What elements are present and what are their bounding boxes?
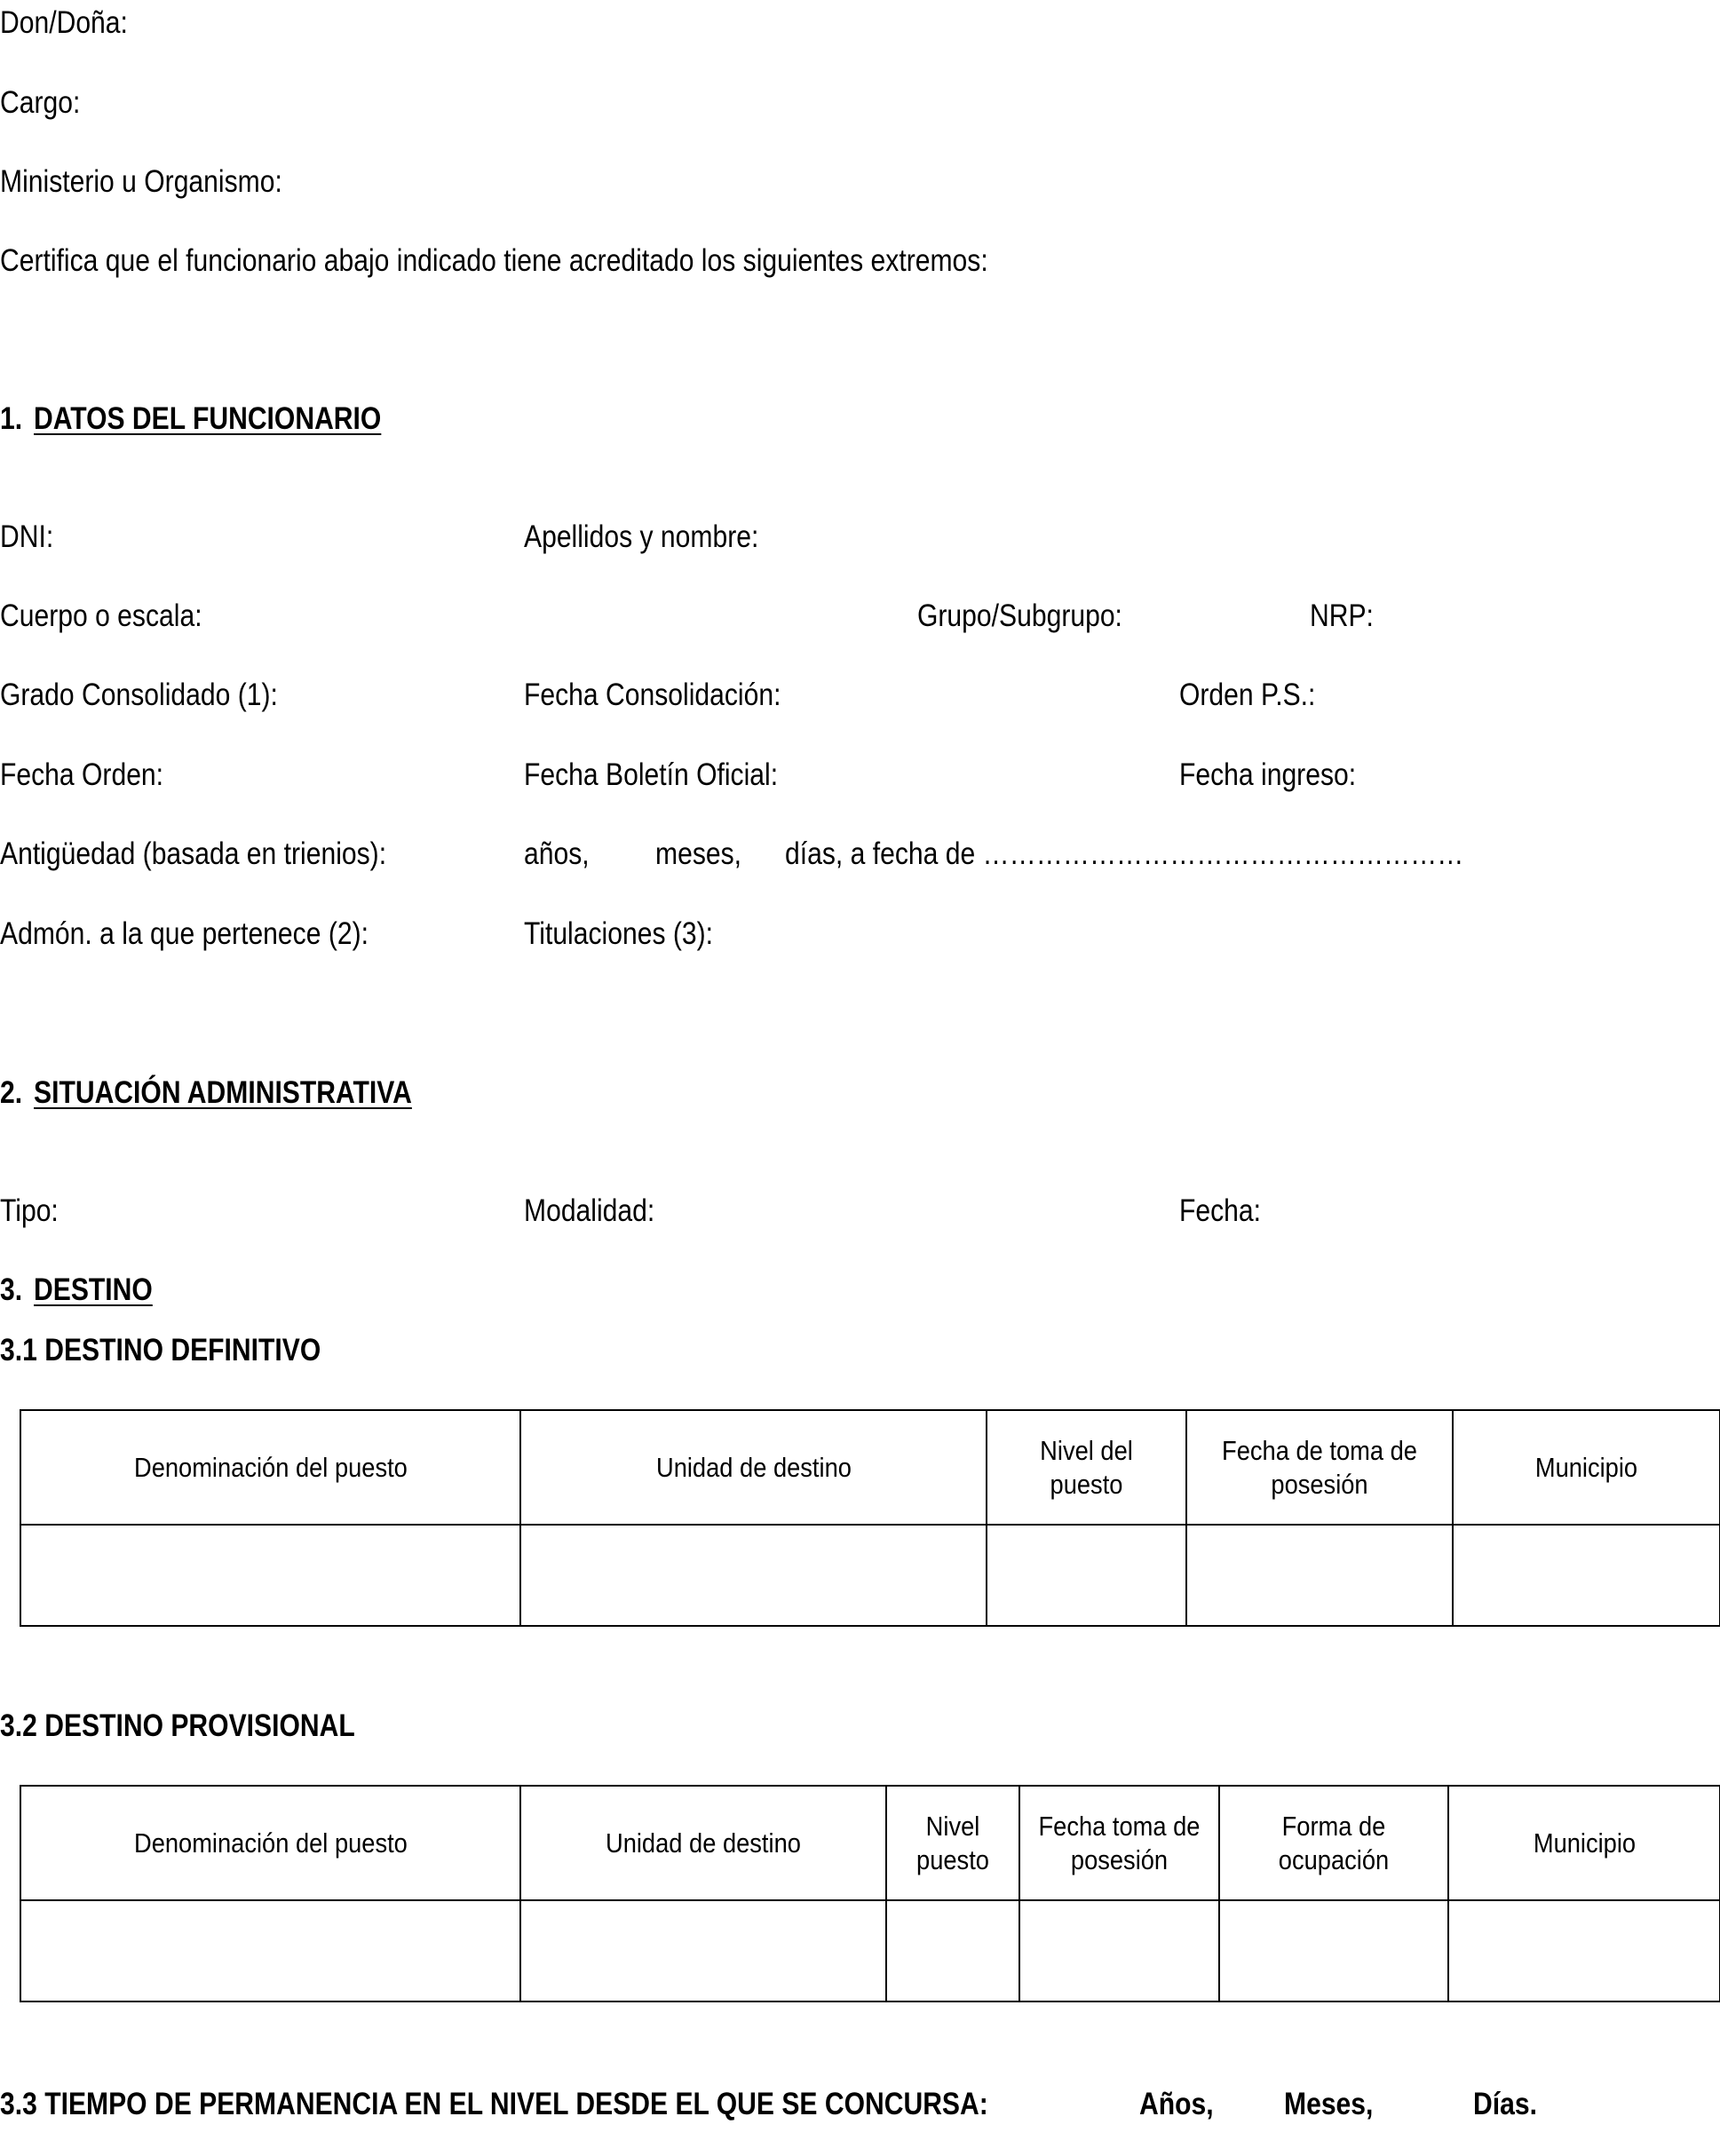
apellidos-label: Apellidos y nombre: (524, 519, 759, 554)
header-cell: Nivel puesto (886, 1786, 1019, 1900)
destino-definitivo-table (20, 1409, 1720, 1627)
antiguedad-anios: años, (524, 836, 590, 871)
header-cell: Fecha de toma de posesión (1186, 1410, 1453, 1525)
table-cell (886, 1900, 1019, 2001)
cargo-label: Cargo: (0, 85, 81, 120)
tiempo-anios: Años, (1139, 2087, 1214, 2121)
header-cell: Unidad de destino (520, 1410, 987, 1525)
header-cell: Municipio (1453, 1410, 1720, 1525)
section-3-number: 3. (0, 1272, 23, 1307)
fecha-boletin-label: Fecha Boletín Oficial: (524, 757, 779, 792)
section-2-number: 2. (0, 1075, 23, 1110)
antiguedad-label: Antigüedad (basada en trienios): (0, 836, 387, 871)
antiguedad-dias-fecha: días, a fecha de ……………………………………………… (785, 836, 1464, 871)
tiempo-permanencia-label: 3.3 TIEMPO DE PERMANENCIA EN EL NIVEL DESDE EL QUE SE CONCURSA: (0, 2087, 988, 2121)
nrp-label: NRP: (1310, 598, 1374, 633)
table-cell (1019, 1900, 1219, 2001)
admon-label: Admón. a la que pertenece (2): (0, 916, 369, 951)
section-1-title: DATOS DEL FUNCIONARIO (34, 401, 382, 436)
fecha-ingreso-label: Fecha ingreso: (1179, 757, 1357, 792)
orden-ps-label: Orden P.S.: (1179, 678, 1316, 712)
fecha-orden-label: Fecha Orden: (0, 757, 164, 792)
certifica-text: Certifica que el funcionario abajo indicado tiene acreditado los siguientes extremos: (0, 243, 988, 278)
dni-label: DNI: (0, 519, 54, 554)
fecha-label: Fecha: (1179, 1193, 1262, 1228)
table-header-row (20, 1410, 1720, 1525)
tipo-label: Tipo: (0, 1193, 59, 1228)
antiguedad-meses: meses, (655, 836, 742, 871)
table-cell (1448, 1900, 1720, 2001)
table-row (20, 1525, 1720, 1626)
section-3-title: DESTINO (34, 1272, 153, 1307)
tiempo-dias: Días. (1473, 2087, 1537, 2121)
grado-label: Grado Consolidado (1): (0, 678, 278, 712)
header-cell: Nivel del puesto (987, 1410, 1186, 1525)
modalidad-label: Modalidad: (524, 1193, 655, 1228)
section-2-title: SITUACIÓN ADMINISTRATIVA (34, 1075, 412, 1110)
table-header-row (20, 1786, 1720, 1900)
table-row (20, 1900, 1720, 2001)
table-cell (987, 1525, 1186, 1626)
header-cell: Denominación del puesto (20, 1786, 520, 1900)
section-1-number: 1. (0, 401, 23, 436)
header-cell: Fecha toma de posesión (1019, 1786, 1219, 1900)
table-cell (520, 1525, 987, 1626)
header-cell: Forma de ocupación (1219, 1786, 1448, 1900)
grupo-label: Grupo/Subgrupo: (917, 598, 1122, 633)
header-cell: Denominación del puesto (20, 1410, 520, 1525)
table-cell (1186, 1525, 1453, 1626)
tiempo-meses: Meses, (1284, 2087, 1374, 2121)
destino-definitivo-title: 3.1 DESTINO DEFINITIVO (0, 1333, 321, 1367)
table-cell (20, 1900, 520, 2001)
destino-provisional-title: 3.2 DESTINO PROVISIONAL (0, 1708, 355, 1743)
table-cell (1453, 1525, 1720, 1626)
don-dona-label: Don/Doña: (0, 5, 128, 40)
cuerpo-label: Cuerpo o escala: (0, 598, 202, 633)
ministerio-label: Ministerio u Organismo: (0, 164, 282, 199)
table-cell (1219, 1900, 1448, 2001)
destino-provisional-table (20, 1785, 1720, 2002)
table-cell (520, 1900, 886, 2001)
header-cell: Unidad de destino (520, 1786, 886, 1900)
header-cell: Municipio (1448, 1786, 1720, 1900)
titulaciones-label: Titulaciones (3): (524, 916, 714, 951)
table-cell (20, 1525, 520, 1626)
fecha-consolidacion-label: Fecha Consolidación: (524, 678, 781, 712)
